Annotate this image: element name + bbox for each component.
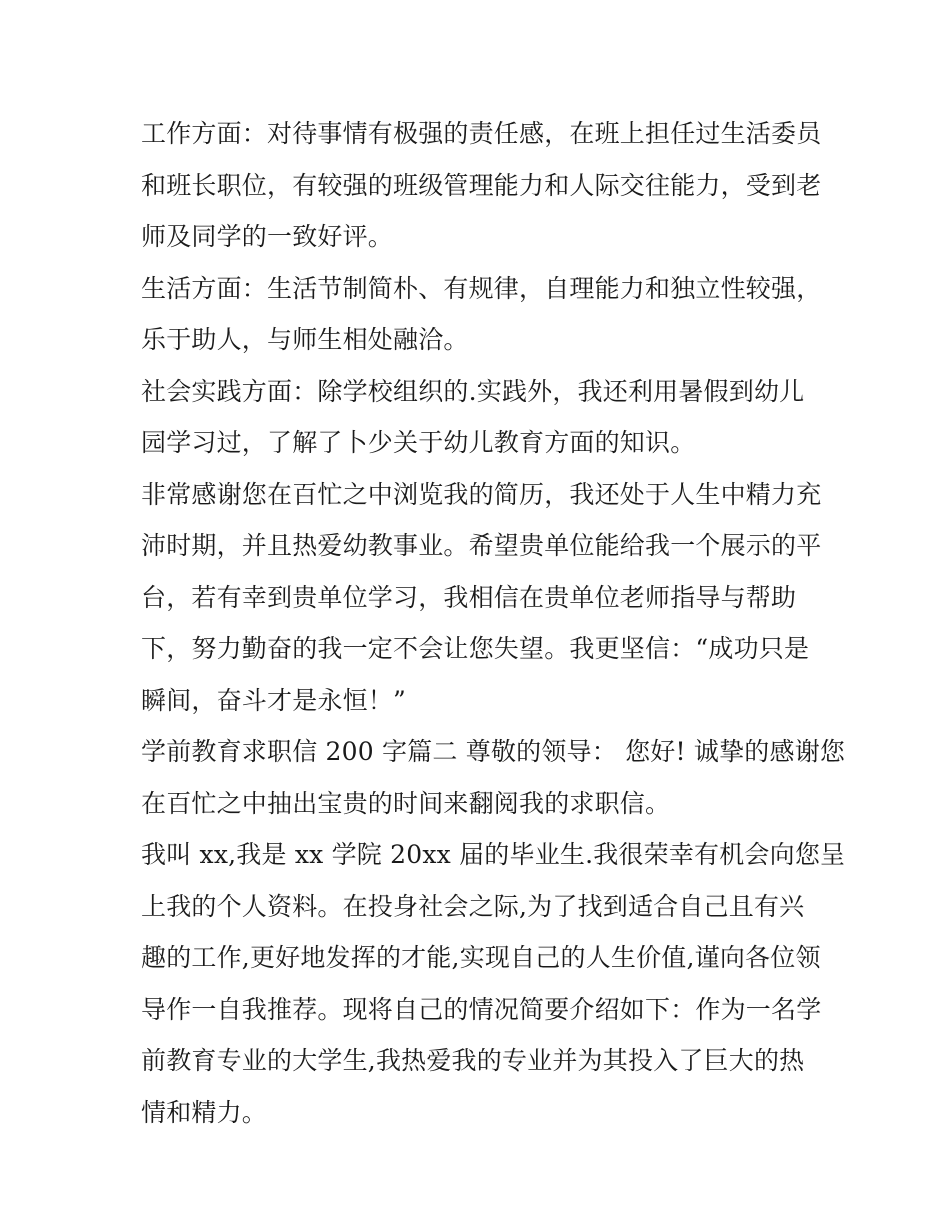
text-line: 非常感谢您在百忙之中浏览我的简历，我还处于人生中精力充 — [141, 479, 822, 509]
text-line: 学前教育求职信 200 字篇二 尊敬的领导： 您好! 诚挚的感谢您 — [141, 737, 846, 766]
text-line: 瞬间，奋斗才是永恒！” — [141, 685, 406, 715]
text-line: 乐于助人，与师生相处融洽。 — [141, 325, 469, 354]
text-line: 和班长职位，有较强的班级管理能力和人际交往能力，受到老 — [141, 170, 822, 200]
text-line: 情和精力。 — [141, 1097, 268, 1127]
text-line: 沛时期，并且热爱幼教事业。希望贵单位能给我一个展示的平 — [141, 531, 822, 560]
text-line: 前教育专业的大学生,我热爱我的专业并为其投入了巨大的热 — [141, 1046, 805, 1075]
text-line: 在百忙之中抽出宝贵的时间来翻阅我的求职信。 — [141, 788, 671, 818]
text-line: 台，若有幸到贵单位学习，我相信在贵单位老师指导与帮助 — [141, 582, 797, 612]
text-line: 园学习过，了解了卜少关于幼儿教育方面的知识。 — [141, 428, 696, 457]
text-line: 上我的个人资料。在投身社会之际,为了找到适合自己且有兴 — [141, 891, 805, 921]
text-line: 师及同学的一致好评。 — [141, 222, 394, 251]
text-line: 我叫 xx,我是 xx 学院 20xx 届的毕业生.我很荣幸有机会向您呈 — [141, 840, 846, 869]
text-line: 导作一自我推荐。现将自己的情况简要介绍如下：作为一名学 — [141, 994, 822, 1024]
text-line: 下，努力勤奋的我一定不会让您失望。我更坚信：“成功只是 — [141, 634, 810, 663]
text-line: 趣的工作,更好地发挥的才能,实现自己的人生价值,谨向各位领 — [141, 943, 821, 972]
text-line: 社会实践方面：除学校组织的.实践外，我还利用暑假到幼儿 — [141, 376, 805, 406]
document-body — [141, 108, 846, 1138]
text-line: 生活方面：生活节制简朴、有规律，自理能力和独立性较强， — [141, 273, 822, 303]
text-line: 工作方面：对待事情有极强的责任感，在班上担任过生活委员 — [141, 119, 822, 148]
